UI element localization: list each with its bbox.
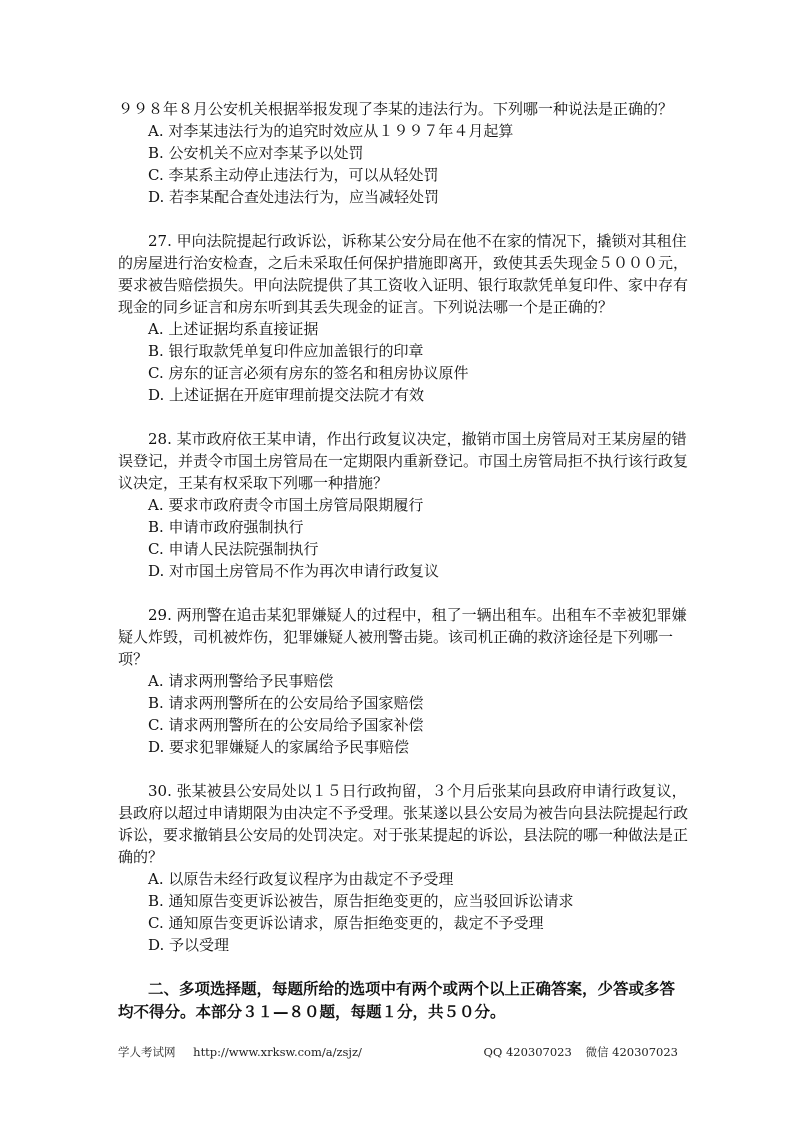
option-b: B. 银行取款凭单复印件应加盖银行的印章 bbox=[148, 342, 424, 360]
question-29 bbox=[118, 604, 688, 758]
option-d: D. 要求犯罪嫌疑人的家属给予民事赔偿 bbox=[148, 738, 410, 756]
option-b: B. 公安机关不应对李某予以处罚 bbox=[148, 144, 364, 162]
option-b: B. 申请市政府强制执行 bbox=[148, 518, 304, 536]
question-list bbox=[118, 98, 688, 978]
option-d: D. 若李某配合查处违法行为，应当减轻处罚 bbox=[148, 188, 440, 206]
section-heading: 二、多项选择题，每题所给的选项中有两个或两个以上正确答案，少答或多答均不得分。本部分３１—８０题，每题１分，共５０分。 bbox=[118, 980, 676, 1021]
question-stem: 29. 两刑警在追击某犯罪嫌疑人的过程中，租了一辆出租车。出租车不幸被犯罪嫌疑人炸毁，司机被炸伤，犯罪嫌疑人被刑警击毙。该司机正确的救济途径是下列哪一项？ bbox=[118, 606, 687, 668]
question-28 bbox=[118, 428, 688, 582]
question-26 bbox=[118, 98, 688, 208]
question-27 bbox=[118, 230, 688, 406]
option-a: A. 对李某违法行为的追究时效应从１９９７年４月起算 bbox=[148, 122, 514, 140]
option-a: A. 以原告未经行政复议程序为由裁定不予受理 bbox=[148, 870, 454, 888]
option-a: A. 请求两刑警给予民事赔偿 bbox=[148, 672, 334, 690]
option-a: A. 要求市政府责令市国土房管局限期履行 bbox=[148, 496, 424, 514]
option-d: D. 对市国土房管局不作为再次申请行政复议 bbox=[148, 562, 440, 580]
option-c: C. 通知原告变更诉讼请求，原告拒绝变更的，裁定不予受理 bbox=[148, 914, 544, 932]
wechat-contact: 微信 420307023 bbox=[585, 1045, 678, 1059]
option-d: D. 予以受理 bbox=[148, 936, 230, 954]
footer-right bbox=[473, 1044, 678, 1060]
option-d: D. 上述证据在开庭审理前提交法院才有效 bbox=[148, 386, 425, 404]
site-url[interactable]: http://www.xrksw.com/a/zsjz/ bbox=[193, 1045, 362, 1059]
qq-contact: QQ 420307023 bbox=[483, 1045, 572, 1059]
question-stem: 28. 某市政府依王某申请，作出行政复议决定，撤销市国土房管局对王某房屋的错误登记，并责令市国土房管局在一定期限内重新登记。市国土房管局拒不执行该行政复议决定，王某有权采取下列哪一种措施？ bbox=[118, 430, 689, 492]
option-c: C. 李某系主动停止违法行为，可以从轻处罚 bbox=[148, 166, 439, 184]
option-c: C. 申请人民法院强制执行 bbox=[148, 540, 319, 558]
question-stem: ９９８年８月公安机关根据举报发现了李某的违法行为。下列哪一种说法是正确的？ bbox=[118, 100, 674, 118]
question-stem: 30. 张某被县公安局处以１５日行政拘留，３个月后张某向县政府申请行政复议，县政府以超过申请期限为由决定不予受理。张某遂以县公安局为被告向县法院提起行政诉讼，要求撤销县公安局的处罚决定。对于张某提起的诉讼，县法院的哪一种做法是正确的？ bbox=[118, 782, 689, 866]
question-stem: 27. 甲向法院提起行政诉讼，诉称某公安分局在他不在家的情况下，撬锁对其租住的房屋进行治安检查，之后未采取任何保护措施即离开，致使其丢失现金５０００元，要求被告赔偿损失。甲向法院提供了其工资收入证明、银行取款凭单复印件、家中存有现金的同乡证言和房东听到其丢失现金的证言。下列说法哪一个是正确的？ bbox=[118, 232, 689, 316]
option-b: B. 通知原告变更诉讼被告，原告拒绝变更的，应当驳回诉讼请求 bbox=[148, 892, 574, 910]
option-c: C. 房东的证言必须有房东的签名和租房协议原件 bbox=[148, 364, 469, 382]
page-footer bbox=[118, 1044, 678, 1060]
option-b: B. 请求两刑警所在的公安局给予国家赔偿 bbox=[148, 694, 424, 712]
site-name: 学人考试网 bbox=[118, 1045, 176, 1059]
option-a: A. 上述证据均系直接证据 bbox=[148, 320, 319, 338]
option-c: C. 请求两刑警所在的公安局给予国家补偿 bbox=[148, 716, 424, 734]
question-30 bbox=[118, 780, 688, 956]
footer-left bbox=[118, 1044, 362, 1060]
